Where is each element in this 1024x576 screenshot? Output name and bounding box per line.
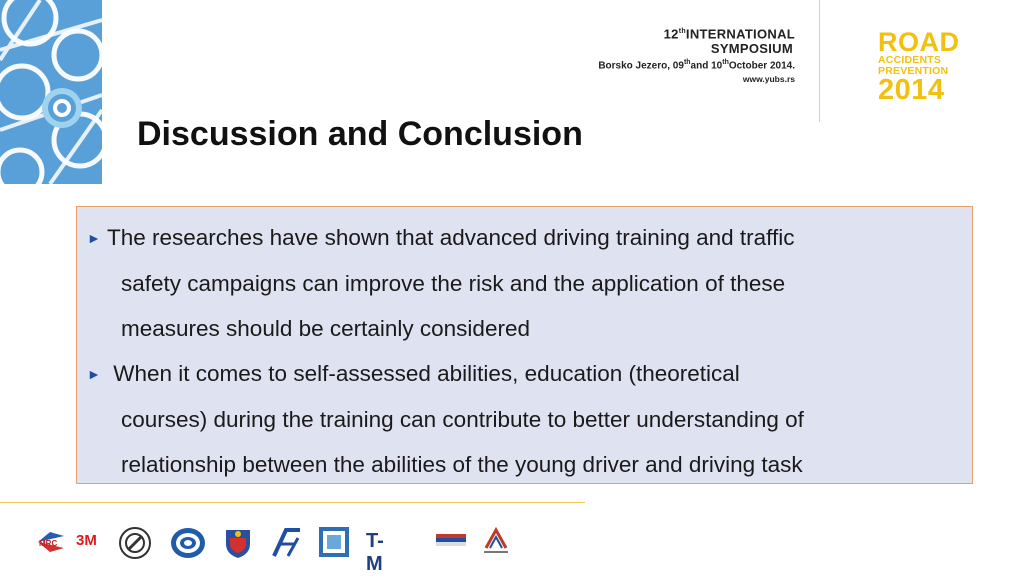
symposium-website: www.yubs.rs xyxy=(742,73,795,84)
tm-logo xyxy=(366,530,384,576)
flag-emblem-logo xyxy=(436,532,466,553)
road-accidents-prevention-logo xyxy=(878,27,960,106)
date-suffix-1: th xyxy=(683,59,691,67)
mrc-logo-graphic xyxy=(36,530,66,554)
bottom-divider xyxy=(0,502,585,503)
bullet-line xyxy=(87,215,966,261)
logo-accidents: ACCIDENTS xyxy=(878,54,942,66)
3m-logo: 3M xyxy=(76,532,97,549)
symposium-number: 12 xyxy=(663,26,679,42)
bullet-text: When it comes to self-assessed abilities, education (theoretical xyxy=(107,361,740,386)
bullet-text: The researches have shown that advanced driving training and traffic xyxy=(107,225,795,250)
bullet-item-1 xyxy=(87,215,966,351)
concentric-circle-logo xyxy=(170,526,206,565)
mrc-logo-text: MRC xyxy=(39,539,58,548)
bullet-line: measures should be certainly considered xyxy=(121,316,530,341)
corner-decoration xyxy=(0,0,102,184)
tm-logo-text: T-M xyxy=(366,530,384,575)
location-suffix: October 2014. xyxy=(728,60,795,72)
logo-prevention: PREVENTION xyxy=(878,65,949,77)
symposium-title-line1 xyxy=(530,24,795,41)
bullet-item-2 xyxy=(87,351,966,487)
logo-year: 2014 xyxy=(878,74,945,106)
stfc-logo xyxy=(318,526,350,563)
bullet-line xyxy=(87,351,966,397)
bullet-line: safety campaigns can improve the risk and the application of these xyxy=(121,271,786,296)
slide-title: Discussion and Conclusion xyxy=(137,115,583,153)
symposium-number-suffix: th xyxy=(678,28,686,35)
bullet-line: relationship between the abilities of the young driver and driving task xyxy=(121,452,803,477)
symposium-header xyxy=(530,24,795,85)
logo-road: ROAD xyxy=(878,27,960,57)
ftf-logo xyxy=(268,526,304,565)
road-interchange-graphic xyxy=(0,0,102,184)
symposium-international: INTERNATIONAL xyxy=(685,26,795,42)
institute-seal-logo xyxy=(118,526,152,565)
symposium-location-date xyxy=(530,56,795,72)
symposium-title-line2: SYMPOSIUM xyxy=(710,41,793,57)
location-mid: and 10 xyxy=(690,60,723,72)
header-divider xyxy=(819,0,820,122)
date-suffix-2: th xyxy=(722,59,729,67)
police-shield-logo xyxy=(222,526,254,565)
right-triangle-icon: ► xyxy=(87,366,101,382)
traffic-safety-agency-logo xyxy=(480,526,512,561)
right-triangle-icon: ► xyxy=(87,230,101,246)
location-prefix: Borsko Jezero, 09 xyxy=(598,60,684,72)
content-box xyxy=(76,206,973,484)
mrc-logo xyxy=(36,530,66,559)
bullet-line: courses) during the training can contribute to better understanding of xyxy=(121,407,804,432)
